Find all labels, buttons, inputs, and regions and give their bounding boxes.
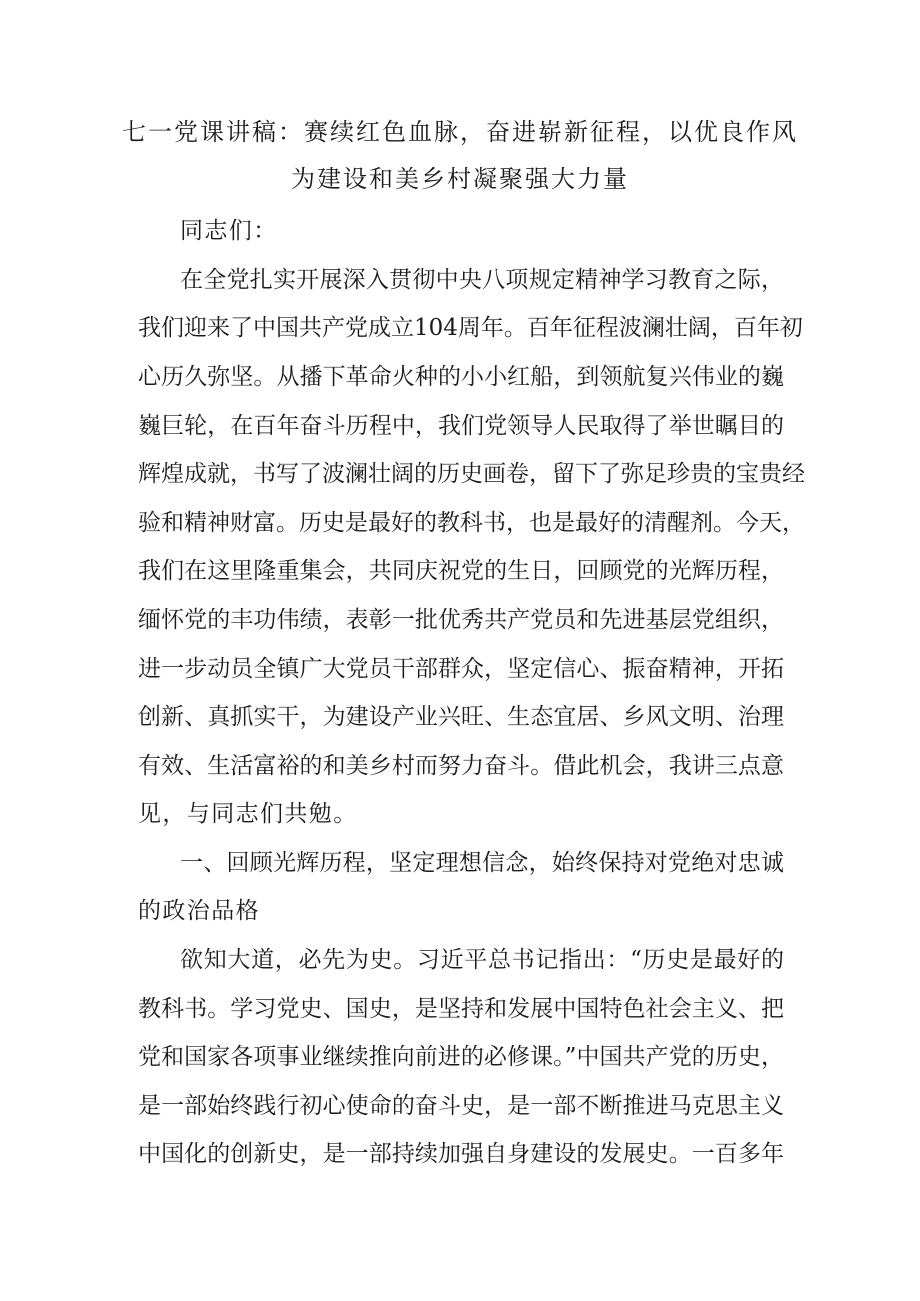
paragraph-1-line: 辉煌成就，书写了波澜壮阔的历史画卷，留下了弥足珍贵的宝贵经 [138, 461, 805, 487]
document-title-line-1: 七一党课讲稿：赛续红色血脉，奋进崭新征程，以优良作风 [122, 118, 798, 146]
paragraph-1-line: 我们在这里隆重集会，共同庆祝党的生日，回顾党的光辉历程， [138, 558, 784, 584]
paragraph-1-line: 缅怀党的丰功伟绩，表彰一批优秀共产党员和先进基层党组织， [138, 607, 784, 633]
paragraph-1-line: 见，与同志们共勉。 [138, 801, 358, 827]
paragraph-1-line: 心历久弥坚。从播下革命火种的小小红船，到领航复兴伟业的巍 [138, 364, 784, 390]
paragraph-2-line: 是一部始终践行初心使命的奋斗史，是一部不断推进马克思主义 [138, 1093, 784, 1119]
paragraph-1-line: 验和精神财富。历史是最好的教科书，也是最好的清醒剂。今天， [138, 510, 805, 536]
paragraph-1-line: 进一步动员全镇广大党员干部群众，坚定信心、振奋精神，开拓 [138, 656, 784, 682]
paragraph-2-line: 教科书。学习党史、国史，是坚持和发展中国特色社会主义、把 [138, 996, 784, 1022]
paragraph-1-line: 有效、生活富裕的和美乡村而努力奋斗。借此机会，我讲三点意 [138, 753, 784, 779]
paragraph-1-line: 巍巨轮，在百年奋斗历程中，我们党领导人民取得了举世瞩目的 [138, 413, 784, 439]
document-title-line-2: 为建设和美乡村凝聚强大力量 [291, 165, 629, 193]
paragraph-1-line: 创新、真抓实干，为建设产业兴旺、生态宜居、乡风文明、治理 [138, 704, 784, 730]
section-heading-1-line: 的政治品格 [138, 898, 260, 924]
paragraph-2-line: 中国化的创新史，是一部持续加强自身建设的发展史。一百多年 [138, 1141, 784, 1167]
section-heading-1-line: 一、回顾光辉历程，坚定理想信念，始终保持对党绝对忠诚 [180, 850, 784, 876]
paragraph-1-line: 我们迎来了中国共产党成立104周年。百年征程波澜壮阔，百年初 [138, 315, 803, 341]
paragraph-2-line: 党和国家各项事业继续推向前进的必修课。”中国共产党的历史， [138, 1044, 784, 1070]
paragraph-2-line: 欲知大道，必先为史。习近平总书记指出：“历史是最好的 [180, 947, 784, 973]
salutation: 同志们： [180, 218, 278, 244]
paragraph-1-line: 在全党扎实开展深入贯彻中央八项规定精神学习教育之际， [180, 267, 784, 293]
